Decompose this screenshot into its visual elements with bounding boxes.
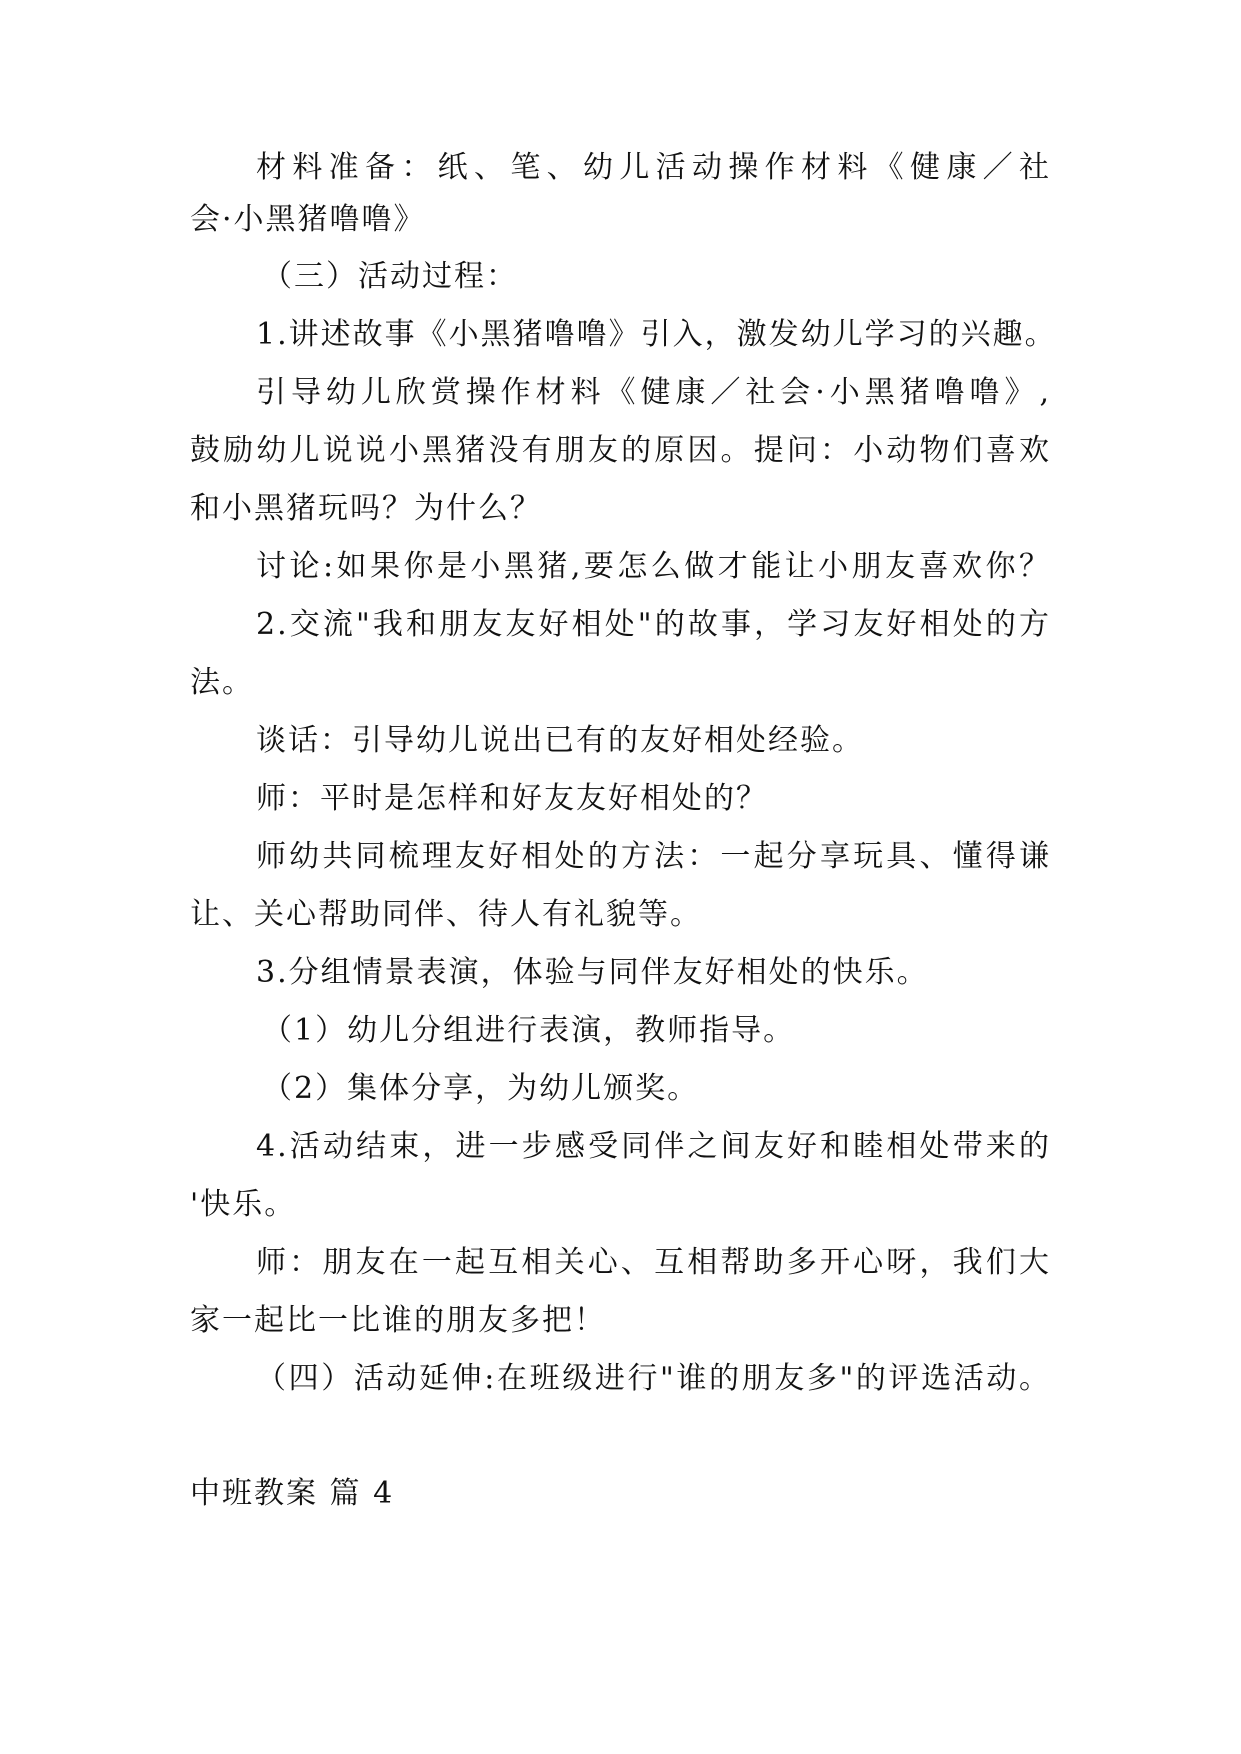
paragraph-line: 家一起比一比谁的朋友多把！ bbox=[190, 1303, 606, 1338]
paragraph-line: （四）活动延伸:在班级进行"谁的朋友多"的评选活动。 bbox=[256, 1361, 1051, 1396]
paragraph-line: 师：朋友在一起互相关心、互相帮助多开心呀，我们大 bbox=[256, 1245, 1051, 1280]
paragraph-line: 和小黑猪玩吗？为什么？ bbox=[190, 491, 542, 526]
paragraph-line: '快乐。 bbox=[190, 1187, 297, 1222]
paragraph-line: 会·小黑猪噜噜》 bbox=[190, 202, 426, 237]
paragraph-line: 谈话：引导幼儿说出已有的友好相处经验。 bbox=[256, 723, 864, 758]
paragraph-line: 2.交流"我和朋友友好相处"的故事，学习友好相处的方 bbox=[256, 607, 1051, 642]
paragraph-line: 4.活动结束，进一步感受同伴之间友好和睦相处带来的 bbox=[256, 1129, 1051, 1164]
paragraph-line: 3.分组情景表演，体验与同伴友好相处的快乐。 bbox=[256, 955, 929, 990]
paragraph-line: （2）集体分享，为幼儿颁奖。 bbox=[262, 1071, 700, 1106]
paragraph-line: 鼓励幼儿说说小黑猪没有朋友的原因。提问：小动物们喜欢 bbox=[190, 433, 1051, 468]
paragraph-line: （1）幼儿分组进行表演，教师指导。 bbox=[262, 1013, 796, 1048]
paragraph-line: 师幼共同梳理友好相处的方法：一起分享玩具、懂得谦 bbox=[256, 839, 1051, 874]
paragraph-line: 师：平时是怎样和好友友好相处的？ bbox=[256, 781, 768, 816]
paragraph-line: 1.讲述故事《小黑猪噜噜》引入，激发幼儿学习的兴趣。 bbox=[256, 317, 1057, 352]
paragraph-line: 让、关心帮助同伴、待人有礼貌等。 bbox=[190, 897, 702, 932]
paragraph-line: 材料准备：纸、笔、幼儿活动操作材料《健康／社 bbox=[256, 150, 1051, 185]
paragraph-line: 法。 bbox=[190, 665, 254, 700]
section-heading: 中班教案 篇 4 bbox=[190, 1476, 395, 1511]
paragraph-line: 讨论:如果你是小黑猪,要怎么做才能让小朋友喜欢你？ bbox=[256, 549, 1051, 584]
paragraph-line: 引导幼儿欣赏操作材料《健康／社会·小黑猪噜噜》, bbox=[256, 375, 1051, 410]
paragraph-line: （三）活动过程： bbox=[262, 259, 518, 294]
